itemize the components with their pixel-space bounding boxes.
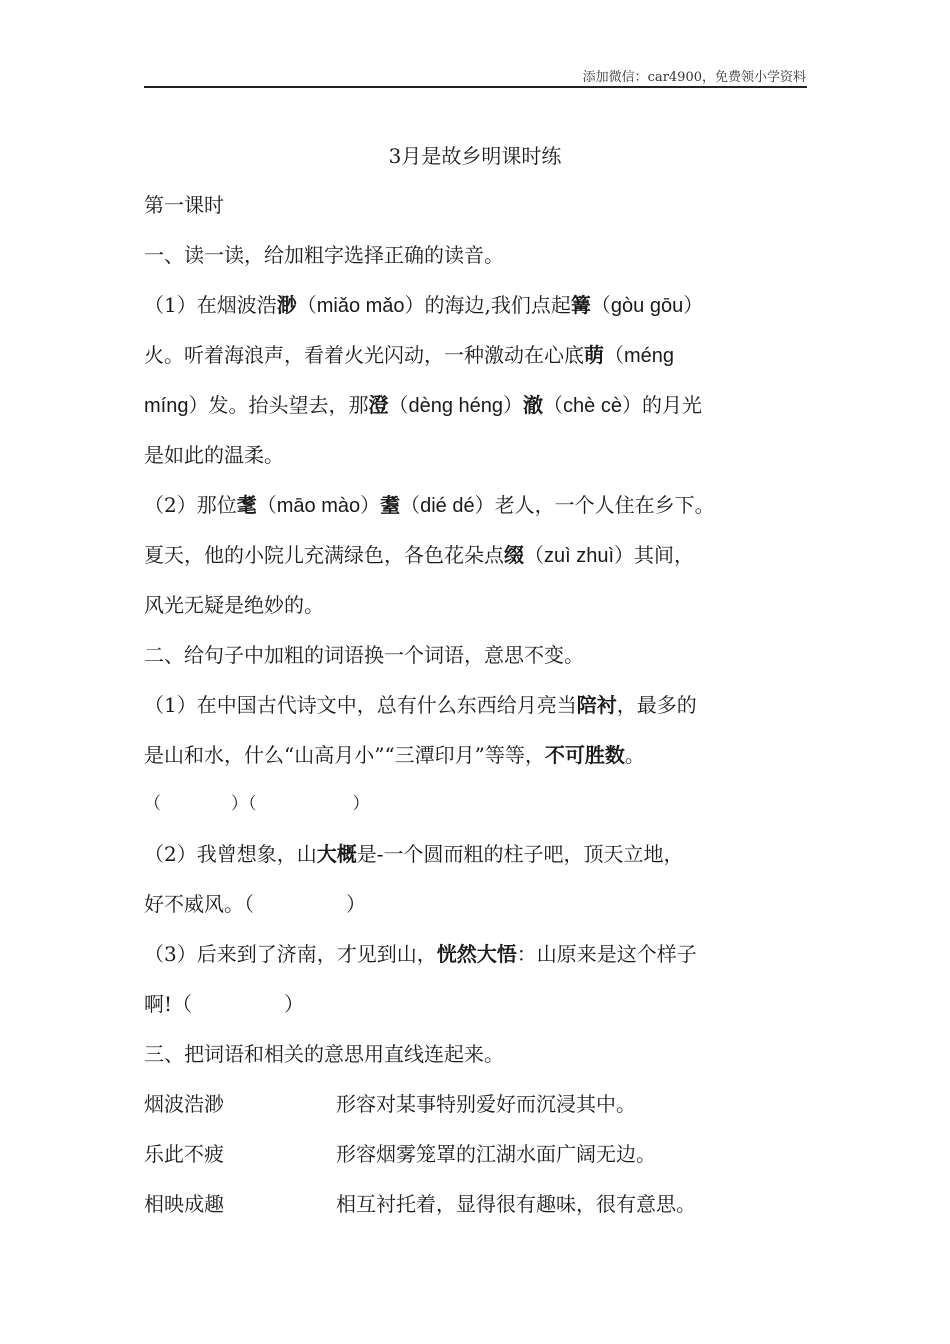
lesson-label: 第一课时 — [144, 193, 224, 217]
bold-word: 恍然大悟 — [436, 942, 517, 966]
header-rule — [144, 86, 807, 88]
paren: （ — [400, 493, 421, 517]
text: （3）后来到了济南，才见到山， — [144, 942, 437, 966]
paren: ） — [352, 794, 370, 814]
s2-answer-blanks-1 — [144, 789, 370, 814]
s1-line-4: 是如此的温柔。 — [144, 443, 284, 467]
s1-line-1 — [144, 289, 703, 318]
pinyin: chè cè — [563, 395, 622, 417]
pinyin: zuì zhuì — [544, 545, 615, 567]
match-word[interactable]: 相映成趣 — [144, 1192, 224, 1216]
paren: ） — [503, 393, 524, 417]
text: （2）那位 — [144, 493, 237, 517]
paren: ） — [360, 493, 381, 517]
text: ）的海边,我们点起 — [404, 293, 571, 317]
section1-heading: 一、读一读，给加粗字选择正确的读音。 — [144, 243, 504, 267]
match-word[interactable]: 烟波浩渺 — [144, 1092, 224, 1116]
bold-char: 篝 — [570, 293, 591, 317]
text: 好不威风。（ — [144, 892, 254, 916]
match-meaning[interactable]: 相互衬托着，显得很有趣味，很有意思。 — [336, 1192, 696, 1216]
bold-char: 澄 — [368, 393, 389, 417]
s1-line-7: 风光无疑是绝妙的。 — [144, 593, 324, 617]
text: （1）在中国古代诗文中，总有什么东西给月亮当 — [144, 693, 577, 717]
pinyin: dié dé — [420, 495, 475, 517]
text: ，最多的 — [616, 693, 697, 717]
s2-line-1 — [144, 689, 697, 718]
page-title: 3月是故乡明课时练 — [388, 144, 562, 168]
pinyin: māo mào — [276, 495, 361, 517]
pinyin: méng — [624, 345, 675, 367]
bold-char: 萌 — [584, 343, 604, 367]
text: 是-一个圆而粗的柱子吧，顶天立地， — [356, 842, 684, 866]
pinyin: miǎo mǎo — [316, 295, 405, 317]
paren: ） — [284, 992, 305, 1016]
bold-word: 大概 — [316, 842, 357, 866]
s2-line-2 — [144, 739, 645, 768]
text: 火。听着海浪声，看着火光闪动，一种激动在心底 — [144, 343, 584, 367]
paren: （ — [543, 393, 564, 417]
text: ）其间， — [614, 543, 695, 567]
s2-line-7 — [144, 988, 304, 1017]
pinyin: dèng héng — [408, 395, 504, 417]
bold-word: 不可胜数 — [544, 743, 625, 767]
pinyin: míng — [144, 395, 189, 417]
paren: （ — [388, 393, 409, 417]
match-meaning[interactable]: 形容对某事特别爱好而沉浸其中。 — [336, 1092, 636, 1116]
text: 。 — [624, 743, 645, 767]
bold-char: 耋 — [380, 493, 401, 517]
bold-char: 耄 — [236, 493, 257, 517]
paren: （ — [256, 493, 277, 517]
s1-line-6 — [144, 539, 694, 568]
s1-line-2 — [144, 339, 674, 368]
s2-line-4 — [144, 838, 684, 867]
text: 啊!（ — [144, 992, 193, 1016]
bold-word: 陪衬 — [576, 693, 617, 717]
s1-line-5 — [144, 489, 715, 518]
section2-heading: 二、给句子中加粗的词语换一个词语，意思不变。 — [144, 643, 584, 667]
text: ）的月光 — [621, 393, 702, 417]
paren: （ — [524, 543, 544, 567]
s2-line-5 — [144, 888, 366, 917]
paren: （ — [296, 293, 317, 317]
text: 是山和水，什么“山高月小”“三潭印月”等等， — [144, 743, 545, 767]
paren: ）（ — [231, 794, 257, 814]
pinyin: gòu gōu — [610, 295, 684, 317]
text: ）发。抬头望去，那 — [188, 393, 369, 417]
paren: （ — [144, 794, 161, 814]
bold-char: 澈 — [523, 393, 544, 417]
s1-line-3 — [144, 389, 702, 418]
match-meaning[interactable]: 形容烟雾笼罩的江湖水面广阔无边。 — [336, 1142, 656, 1166]
section3-heading: 三、把词语和相关的意思用直线连起来。 — [144, 1042, 504, 1066]
paren: ） — [683, 293, 704, 317]
header-note: 添加微信：car4900，免费领小学资料 — [582, 70, 806, 85]
bold-char: 缀 — [504, 543, 524, 567]
text: ）老人，一个人住在乡下。 — [474, 493, 715, 517]
text: ：山原来是这个样子 — [516, 942, 697, 966]
bold-char: 渺 — [276, 293, 297, 317]
paren: ） — [346, 892, 366, 916]
paren: （ — [604, 343, 624, 367]
text: （1）在烟波浩 — [144, 293, 277, 317]
match-word[interactable]: 乐此不疲 — [144, 1142, 224, 1166]
s2-line-6 — [144, 938, 697, 967]
text: 夏天，他的小院儿充满绿色，各色花朵点 — [144, 543, 504, 567]
paren: （ — [590, 293, 611, 317]
text: （2）我曾想象，山 — [144, 842, 317, 866]
